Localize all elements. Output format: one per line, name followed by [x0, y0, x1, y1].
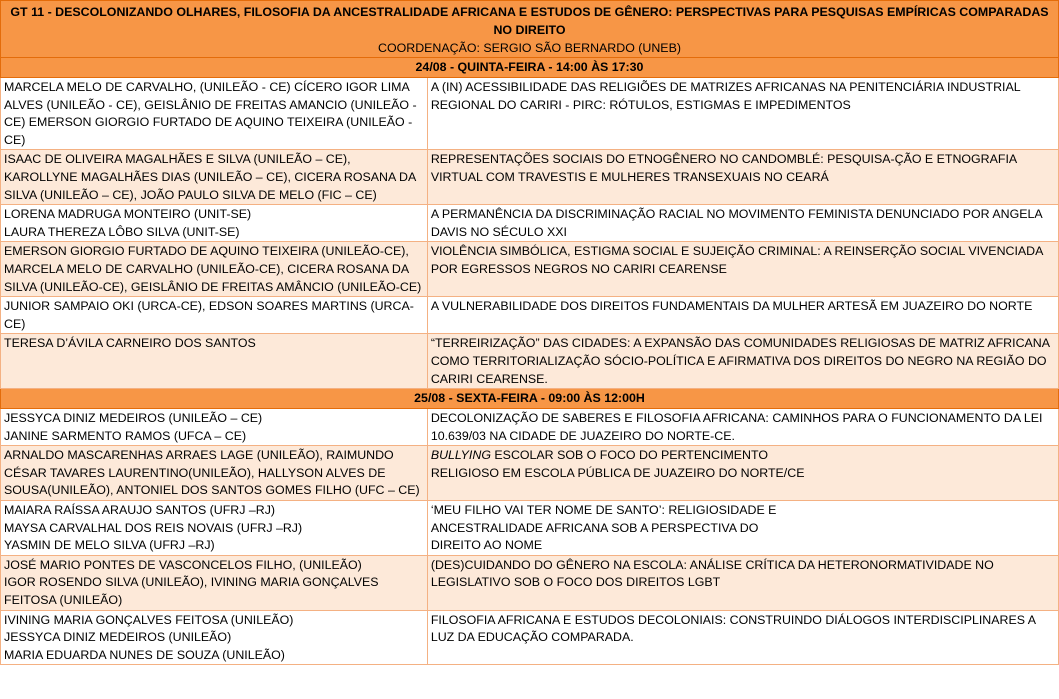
paper-title-line: [431, 612, 1055, 647]
paper-title-line: [431, 206, 1055, 241]
paper-title-line: [431, 520, 1055, 538]
author-line: JESSYCA DINIZ MEDEIROS (UNILEÃO – CE): [4, 411, 263, 426]
author-line: JESSYCA DINIZ MEDEIROS (UNILEÃO): [4, 630, 232, 645]
author-line: MARCELA MELO DE CARVALHO, (UNILEÃO - CE) CÍCERO IGOR LIMA ALVES (UNILEÃO - CE), GEISLÂNIO DE FREITAS AMANCIO (UNILEÃO - CE) EMERSON GIORGIO FURTADO DE AQUINO TEIXEIRA (UNILEÃO - CE): [4, 80, 417, 147]
author-line: JOSÉ MARIO PONTES DE VASCONCELOS FILHO, (UNILEÃO): [4, 557, 362, 572]
paper-title-text: FILOSOFIA AFRICANA E ESTUDOS DECOLONIAIS: CONSTRUINDO DIÁLOGOS INTERDISCIPLINARES A LUZ DA EDUCAÇÃO COMPARADA.: [430, 612, 1036, 645]
paper-title-line: [431, 151, 1055, 186]
paper-title-line: [431, 447, 1055, 465]
authors-cell: [1, 242, 428, 297]
paper-title-cell: [427, 297, 1058, 334]
paper-title-line: [431, 410, 1055, 445]
paper-title-text: ESCOLAR SOB O FOCO DO PERTENCIMENTO: [490, 448, 768, 463]
session-date: 24/08 - QUINTA-FEIRA - 14:00 ÀS 17:30: [1, 58, 1059, 78]
paper-title-cell: [427, 78, 1058, 150]
table-row: [1, 409, 1059, 446]
author-line: JUNIOR SAMPAIO OKI (URCA-CE), EDSON SOARES MARTINS (URCA-CE): [4, 299, 414, 331]
paper-title-text: A PERMANÊNCIA DA DISCRIMINAÇÃO RACIAL NO MOVIMENTO FEMINISTA DENUNCIADO POR ANGELA DAVIS NO SÉCULO XXI: [430, 207, 1042, 239]
paper-title-text: (DES)CUIDANDO DO GÊNERO NA ESCOLA: ANÁLISE CRÍTICA DA HETERONORMATIVIDADE NO LEGISLATIVO SOB O FOCO DOS DIREITOS LGBT: [430, 557, 994, 590]
authors-cell: [1, 205, 428, 242]
author-line: MARIA EDUARDA NUNES DE SOUZA (UNILEÃO): [4, 647, 285, 662]
authors-cell: [1, 150, 428, 205]
paper-title-text: A VULNERABILIDADE DOS DIREITOS FUNDAMENTAIS DA MULHER ARTESÃ EM JUAZEIRO DO NORTE: [430, 299, 1033, 314]
paper-title-line: [431, 335, 1055, 388]
paper-title-text: DIREITO AO NOME: [430, 538, 543, 553]
author-line: IVINING MARIA GONÇALVES FEITOSA (UNILEÃO): [4, 612, 294, 627]
paper-title-line: [431, 557, 1055, 592]
author-line: MAIARA RAÍSSA ARAUJO SANTOS (UFRJ –RJ): [4, 503, 276, 518]
author-line: LAURA THEREZA LÔBO SILVA (UNIT-SE): [4, 224, 240, 239]
authors-cell: [1, 297, 428, 334]
paper-title-cell: [427, 205, 1058, 242]
paper-title-cell: [427, 150, 1058, 205]
authors-cell: [1, 446, 428, 501]
table-row: [1, 242, 1059, 297]
table-row: [1, 610, 1059, 665]
paper-title-text: “TERREIRIZAÇÃO” DAS CIDADES: A EXPANSÃO DAS COMUNIDADES RELIGIOSAS DE MATRIZ AFRICANA COMO TERRITORIALIZAÇÃO SÓCIO-POLÍTICA E AFIRMATIVA DOS DIREITOS DO NEGRO NA REGIÃO DO CARIRI CEARENSE.: [430, 336, 1050, 386]
author-line: YASMIN DE MELO SILVA (UFRJ –RJ): [4, 538, 215, 553]
authors-cell: [1, 501, 428, 556]
paper-title-line: [431, 298, 1055, 316]
paper-title-line: [431, 79, 1055, 114]
paper-title-cell: [427, 555, 1058, 610]
authors-cell: [1, 610, 428, 665]
paper-title-line: [431, 243, 1055, 278]
author-line: ARNALDO MASCARENHAS ARRAES LAGE (UNILEÃO), RAIMUNDO CÉSAR TAVARES LAURENTINO(UNILEÃO), HALLYSON ALVES DE SOUSA(UNILEÃO), ANTONIEL DOS SANTOS GOMES FILHO (UFC – CE): [4, 448, 420, 498]
table-row: [1, 150, 1059, 205]
paper-title-text: ANCESTRALIDADE AFRICANA SOB A PERSPECTIVA DO: [430, 520, 759, 535]
table-row: [1, 78, 1059, 150]
authors-cell: [1, 78, 428, 150]
paper-title-italic: BULLYING: [430, 448, 491, 463]
authors-cell: [1, 555, 428, 610]
authors-cell: [1, 334, 428, 389]
paper-title-line: [431, 465, 1055, 483]
paper-title-text: RELIGIOSO EM ESCOLA PÚBLICA DE JUAZEIRO DO NORTE/CE: [430, 465, 805, 480]
title-cell: [1, 1, 1059, 58]
coordination: COORDENAÇÃO: SERGIO SÃO BERNARDO (UNEB): [378, 41, 681, 55]
paper-title-text: A (IN) ACESSIBILIDADE DAS RELIGIÕES DE MATRIZES AFRICANAS NA PENITENCIÁRIA INDUSTRIAL REGIONAL DO CARIRI - PIRC: RÓTULOS, ESTIGMAS E IMPEDIMENTOS: [430, 80, 1021, 112]
paper-title-line: [431, 502, 1055, 520]
paper-title-text: VIOLÊNCIA SIMBÓLICA, ESTIGMA SOCIAL E SUJEIÇÃO CRIMINAL: A REINSERÇÃO SOCIAL VIVENCIADA POR EGRESSOS NEGROS NO CARIRI CEARENSE: [430, 244, 1043, 276]
authors-cell: [1, 409, 428, 446]
author-line: MAYSA CARVALHAL DOS REIS NOVAIS (UFRJ –RJ): [4, 520, 303, 535]
session-date: 25/08 - SEXTA-FEIRA - 09:00 ÀS 12:00H: [1, 389, 1059, 409]
table-row: [1, 555, 1059, 610]
paper-title-text: ‘MEU FILHO VAI TER NOME DE SANTO’: RELIGIOSIDADE E: [430, 503, 777, 518]
author-line: EMERSON GIORGIO FURTADO DE AQUINO TEIXEIRA (UNILEÃO-CE), MARCELA MELO DE CARVALHO (UNILEÃO-CE), CICERA ROSANA DA SILVA (UNILEÃO-CE), GEISLÂNIO DE FREITAS AMÂNCIO (UNILEÃO-CE): [4, 244, 422, 294]
paper-title-cell: [427, 409, 1058, 446]
author-line: IGOR ROSENDO SILVA (UNILEÃO), IVINING MARIA GONÇALVES FEITOSA (UNILEÃO): [4, 575, 379, 608]
author-line: JANINE SARMENTO RAMOS (UFCA – CE): [4, 428, 247, 443]
paper-title-cell: [427, 446, 1058, 501]
paper-title-cell: [427, 242, 1058, 297]
title-row: [1, 1, 1059, 58]
paper-title-cell: [427, 501, 1058, 556]
table-row: [1, 334, 1059, 389]
paper-title-line: [431, 537, 1055, 555]
table-row: [1, 205, 1059, 242]
author-line: ISAAC DE OLIVEIRA MAGALHÃES E SILVA (UNILEÃO – CE), KAROLLYNE MAGALHÃES DIAS (UNILEÃO – CE), CICERA ROSANA DA SILVA (UNILEÃO – CE), JOÃO PAULO SILVA DE MELO (FIC – CE): [4, 152, 416, 202]
table-row: [1, 501, 1059, 556]
author-line: TERESA D’ÁVILA CARNEIRO DOS SANTOS: [4, 336, 256, 351]
session-date-row: [1, 58, 1059, 78]
table-row: [1, 297, 1059, 334]
paper-title-text: DECOLONIZAÇÃO DE SABERES E FILOSOFIA AFRICANA: CAMINHOS PARA O FUNCIONAMENTO DA LEI 10.639/03 NA CIDADE DE JUAZEIRO DO NORTE-CE.: [430, 411, 1043, 443]
paper-title-text: REPRESENTAÇÕES SOCIAIS DO ETNOGÊNERO NO CANDOMBLÉ: PESQUISA-ÇÃO E ETNOGRAFIA VIRTUAL COM TRAVESTIS E MULHERES TRANSEXUAIS NO CEARÁ: [430, 152, 1017, 184]
author-line: LORENA MADRUGA MONTEIRO (UNIT-SE): [4, 207, 252, 222]
table-row: [1, 446, 1059, 501]
paper-title-cell: [427, 610, 1058, 665]
paper-title-cell: [427, 334, 1058, 389]
group-title: GT 11 - DESCOLONIZANDO OLHARES, FILOSOFIA DA ANCESTRALIDADE AFRICANA E ESTUDOS DE GÊNERO: PERSPECTIVAS PARA PESQUISAS EMPÍRICAS COMPARADAS NO DIREITO: [10, 5, 1049, 37]
session-date-row: [1, 389, 1059, 409]
